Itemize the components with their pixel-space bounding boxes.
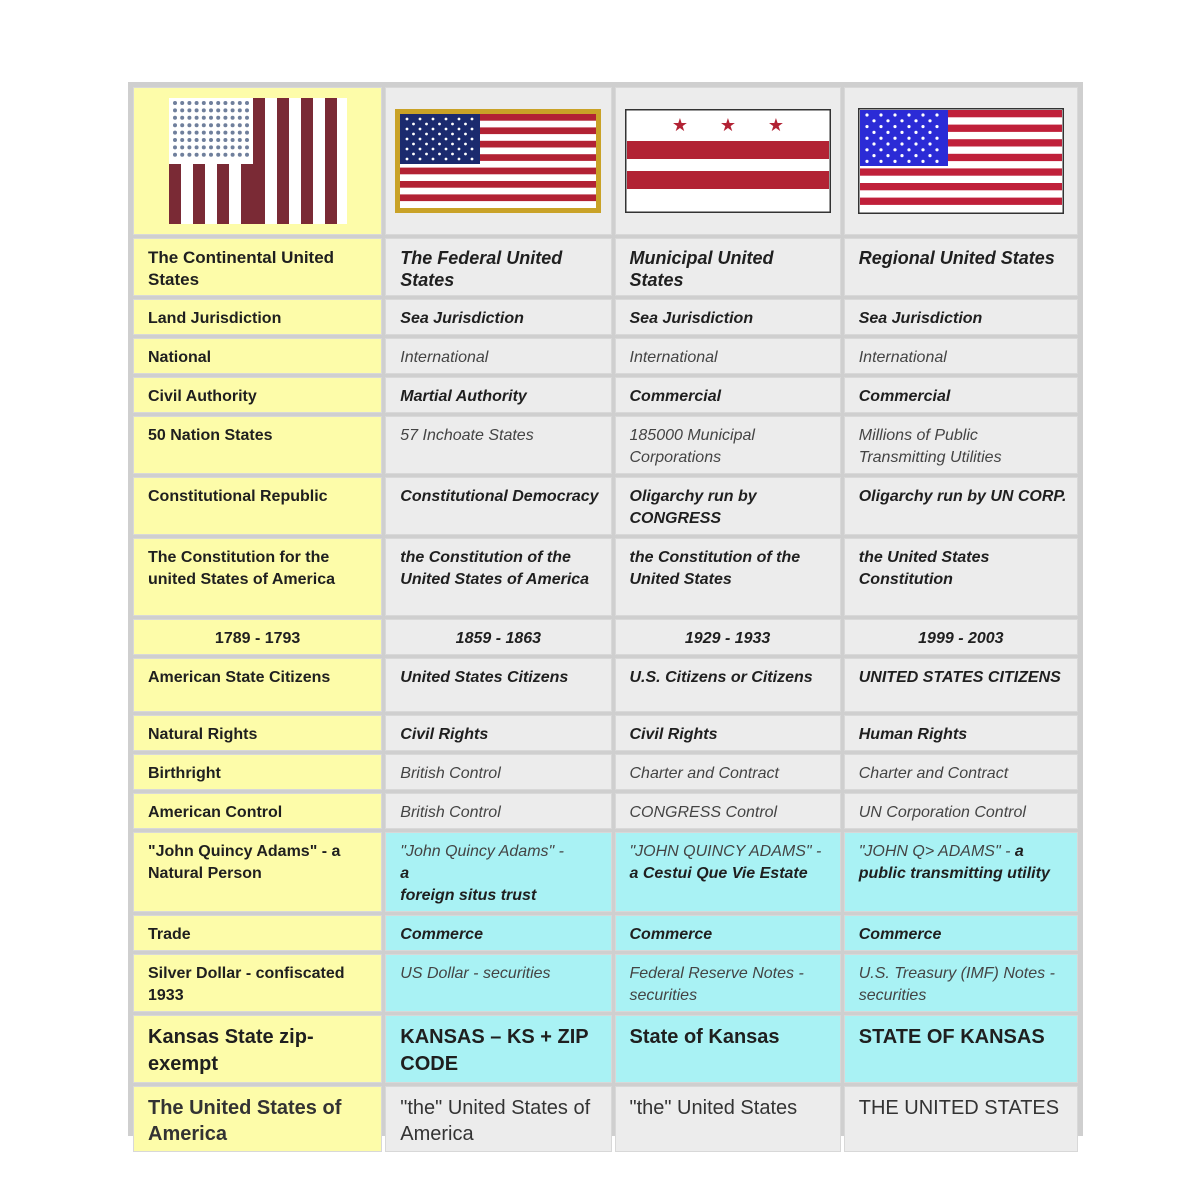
table-cell: Trade (133, 915, 382, 951)
federal-flag-icon (385, 87, 611, 235)
table-cell: 1859 - 1863 (385, 619, 611, 655)
kansas-row (133, 1015, 1078, 1083)
table-cell: Silver Dollar - confiscated 1933 (133, 954, 382, 1012)
jqa-row (133, 832, 1078, 912)
svg-text:★: ★ (767, 115, 784, 136)
table-cell: State of Kansas (615, 1015, 841, 1083)
table-cell: Martial Authority (385, 377, 611, 413)
table-cell: International (615, 338, 841, 374)
table-row (133, 299, 1078, 335)
table-row (133, 793, 1078, 829)
final-row (133, 1086, 1078, 1152)
table-cell: THE UNITED STATES (844, 1086, 1078, 1152)
purple-canton-us-flag-icon (858, 108, 1064, 214)
table-cell: "the" United States (615, 1086, 841, 1152)
table-cell: 57 Inchoate States (385, 416, 611, 474)
table-cell: US Dollar - securities (385, 954, 611, 1012)
table-cell: UN Corporation Control (844, 793, 1078, 829)
table-cell: UNITED STATES CITIZENS (844, 658, 1078, 712)
table-cell: British Control (385, 754, 611, 790)
table-cell: KANSAS – KS + ZIP CODE (385, 1015, 611, 1083)
table-cell: Human Rights (844, 715, 1078, 751)
continental-flag-icon (133, 87, 382, 235)
table-cell: Charter and Contract (844, 754, 1078, 790)
jqa-municipal-estate: a Cestui Que Vie Estate (629, 865, 808, 882)
table-cell: Commerce (385, 915, 611, 951)
table-cell: American Control (133, 793, 382, 829)
table-cell: Commercial (844, 377, 1078, 413)
table-cell: 1929 - 1933 (615, 619, 841, 655)
table-cell: Federal Reserve Notes - securities (615, 954, 841, 1012)
table-cell: The Constitution for the united States of America (133, 538, 382, 616)
table-cell: STATE OF KANSAS (844, 1015, 1078, 1083)
table-cell: Commercial (615, 377, 841, 413)
svg-text:★: ★ (671, 115, 688, 136)
table-cell: The United States of America (133, 1086, 382, 1152)
jqa-municipal-name: "JOHN QUINCY ADAMS" - (629, 843, 822, 860)
table-row (133, 477, 1078, 535)
table-cell: American State Citizens (133, 658, 382, 712)
dc-flag-icon (625, 109, 831, 213)
table-cell: U.S. Citizens or Citizens (615, 658, 841, 712)
table-cell: 50 Nation States (133, 416, 382, 474)
table-cell: International (844, 338, 1078, 374)
vertical-striped-us-flag-icon (169, 98, 347, 224)
table-cell: National (133, 338, 382, 374)
table-cell: Constitutional Republic (133, 477, 382, 535)
table-cell (615, 832, 841, 912)
svg-text:★: ★ (719, 115, 736, 136)
table-cell: Land Jurisdiction (133, 299, 382, 335)
jqa-regional-utility: a public transmitting utility (858, 843, 1050, 882)
table-cell: Commerce (844, 915, 1078, 951)
table-cell: Commerce (615, 915, 841, 951)
table-cell: Kansas State zip-exempt (133, 1015, 382, 1083)
years-row (133, 619, 1078, 655)
table-cell: 1999 - 2003 (844, 619, 1078, 655)
gold-fringe-us-flag-icon (395, 109, 601, 213)
table-cell: Millions of Public Transmitting Utilities (844, 416, 1078, 474)
table-cell: the Constitution of the United States (615, 538, 841, 616)
jqa-regional-name: "JOHN Q> ADAMS" - (858, 843, 1011, 860)
table-cell: United States Citizens (385, 658, 611, 712)
table-cell: Civil Rights (615, 715, 841, 751)
table-row (133, 658, 1078, 712)
table-row (133, 754, 1078, 790)
jqa-federal-trust: foreign situs trust (400, 887, 537, 904)
table-cell: CONGRESS Control (615, 793, 841, 829)
regional-flag-icon (844, 87, 1078, 235)
table-row (133, 338, 1078, 374)
column-header-regional: Regional United States (844, 238, 1078, 296)
table-row (133, 538, 1078, 616)
table-cell: the United States Constitution (844, 538, 1078, 616)
jqa-federal-name: "John Quincy Adams" - (400, 843, 564, 860)
header-row (133, 238, 1078, 296)
column-header-municipal: Municipal United States (615, 238, 841, 296)
comparison-table (128, 82, 1083, 1145)
table-cell: British Control (385, 793, 611, 829)
table-cell: Civil Rights (385, 715, 611, 751)
table-cell: U.S. Treasury (IMF) Notes - securities (844, 954, 1078, 1012)
table-cell: Sea Jurisdiction (385, 299, 611, 335)
table-row (133, 416, 1078, 474)
table-cell: Birthright (133, 754, 382, 790)
table-cell: "John Quincy Adams" - a Natural Person (133, 832, 382, 912)
table-cell: Constitutional Democracy (385, 477, 611, 535)
column-header-federal: The Federal United States (385, 238, 611, 296)
table-cell: Charter and Contract (615, 754, 841, 790)
table-cell: Sea Jurisdiction (615, 299, 841, 335)
flag-row (133, 87, 1078, 235)
silver-row (133, 954, 1078, 1012)
column-header-continental: The Continental United States (133, 238, 382, 296)
table-cell: Oligarchy run by UN CORP. (844, 477, 1078, 535)
table-cell: 185000 Municipal Corporations (615, 416, 841, 474)
table-cell: Oligarchy run by CONGRESS (615, 477, 841, 535)
jqa-federal-a: a (400, 865, 410, 882)
table-row (133, 377, 1078, 413)
table-cell: "the" United States of America (385, 1086, 611, 1152)
trade-row (133, 915, 1078, 951)
table-cell: International (385, 338, 611, 374)
table-cell: Civil Authority (133, 377, 382, 413)
table-cell (844, 832, 1078, 912)
table-cell (385, 832, 611, 912)
table-cell: Natural Rights (133, 715, 382, 751)
table-cell: Sea Jurisdiction (844, 299, 1078, 335)
table-cell: the Constitution of the United States of America (385, 538, 611, 616)
municipal-flag-icon (615, 87, 841, 235)
table-row (133, 715, 1078, 751)
table-cell: 1789 - 1793 (133, 619, 382, 655)
